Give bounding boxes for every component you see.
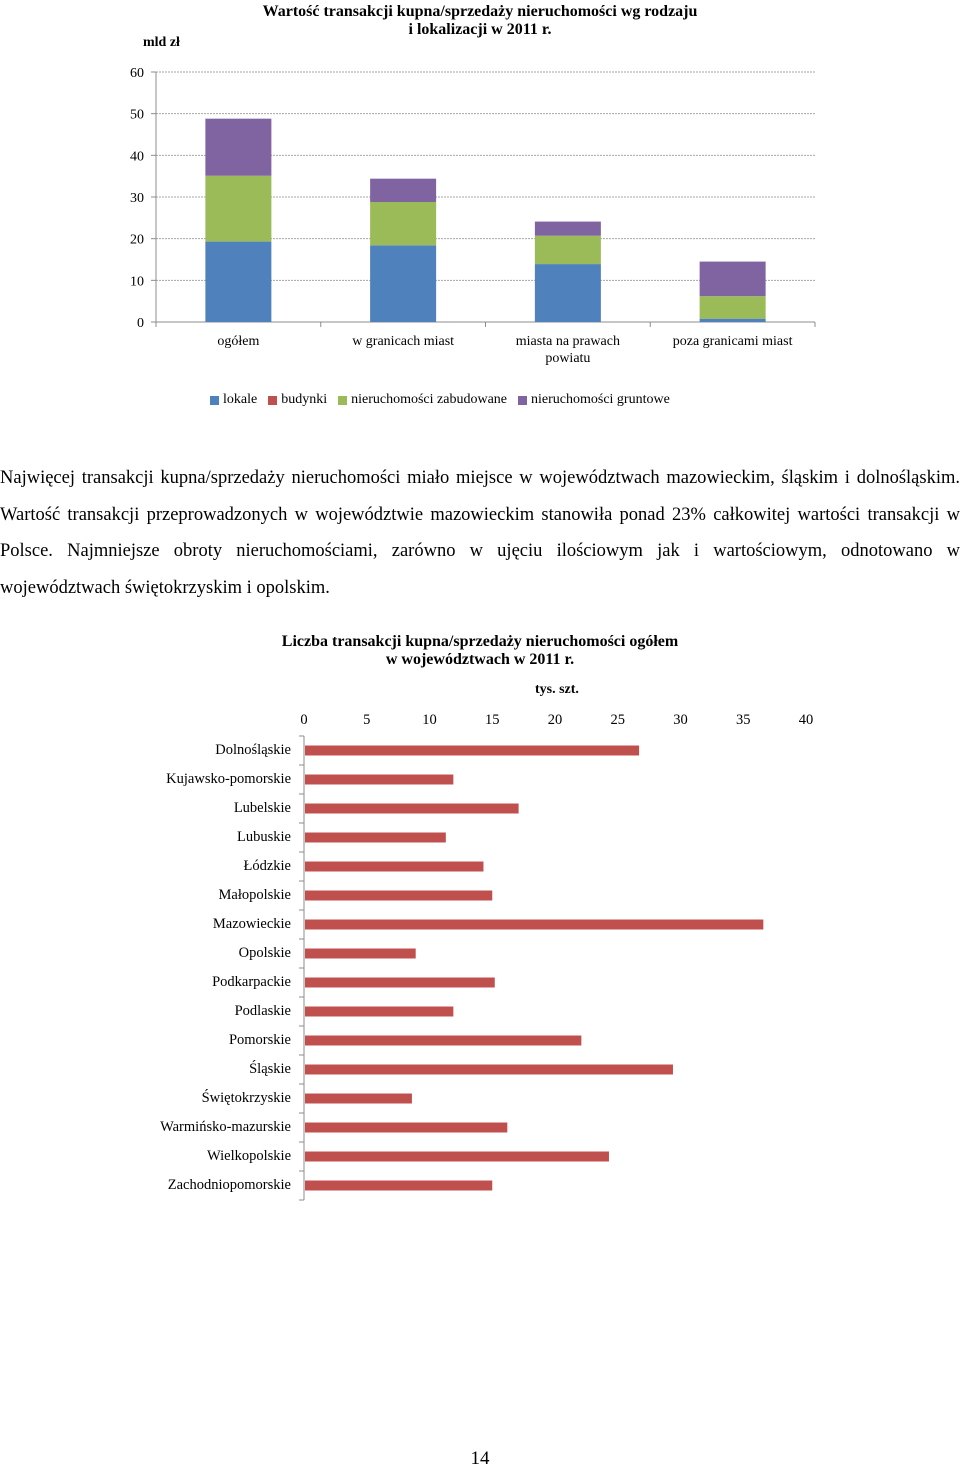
chart2-bar-0 (305, 746, 639, 756)
chart2-xtick-label: 40 (798, 712, 814, 728)
chart1-legend-label: nieruchomości gruntowe (531, 392, 670, 407)
chart1-bar-lokale-2 (535, 264, 601, 322)
chart2-xtick-label: 25 (610, 712, 625, 728)
chart1-ytick-label: 10 (130, 274, 144, 290)
chart2-category-label: Zachodniopomorskie (167, 1176, 291, 1193)
chart2-xtick-label: 15 (485, 712, 500, 728)
chart2-category-label: Mazowieckie (212, 915, 291, 932)
chart2-category-label: Lubelskie (233, 799, 291, 816)
chart2-category-label: Podkarpackie (212, 973, 291, 990)
chart2-bar-14 (305, 1152, 609, 1162)
chart2-category-label: Świętokrzyskie (201, 1089, 291, 1106)
chart2-bar-8 (305, 978, 495, 988)
chart1-bar-nieruchomości-zabudowane-0 (205, 176, 271, 242)
chart2-bar-4 (305, 862, 483, 872)
chart1-title-line-2: i lokalizacji w 2011 r. (408, 21, 552, 38)
chart1-category-label: miasta na prawach powiatu (515, 334, 620, 366)
chart1-bar-nieruchomości-gruntowe-3 (700, 262, 766, 297)
chart2-bar-11 (305, 1065, 673, 1075)
chart2-title (180, 633, 780, 669)
chart2-bar-9 (305, 1007, 453, 1017)
chart1-category-label: w granicach miast (352, 334, 455, 349)
chart1-bar-nieruchomości-gruntowe-0 (205, 119, 271, 176)
chart2-xtick-label: 30 (673, 712, 688, 728)
chart1-category-label: poza granicami miast (672, 334, 793, 349)
chart1-legend-item (210, 392, 257, 408)
chart2-category-label: Dolnośląskie (215, 741, 291, 758)
chart1-bar-nieruchomości-zabudowane-1 (370, 202, 436, 245)
chart1-legend-swatch (268, 396, 277, 405)
chart2-category-label: Wielkopolskie (207, 1147, 291, 1164)
chart2-xtick-label: 10 (422, 712, 437, 728)
chart1-ytick-label: 60 (130, 66, 144, 81)
chart1-title-line-1: Wartość transakcji kupna/sprzedaży nieruchomości wg rodzaju (262, 3, 698, 20)
chart2-xtick-label: 5 (363, 712, 371, 728)
chart1-legend-swatch (210, 396, 219, 405)
chart1-legend-item (518, 392, 670, 408)
chart1-bar-lokale-3 (700, 319, 766, 322)
chart2-category-label: Opolskie (238, 944, 291, 961)
chart2-bar-7 (305, 949, 416, 959)
chart2-bar-2 (305, 804, 519, 814)
chart1-legend-item (268, 392, 327, 408)
chart1-legend-label: budynki (281, 392, 328, 407)
chart1-legend-item (338, 392, 507, 408)
chart1-ytick-label: 0 (137, 316, 144, 331)
chart2-xtick-label: 20 (547, 712, 563, 728)
chart2-bar-6 (305, 920, 763, 930)
chart2-category-label: Lubuskie (237, 828, 291, 845)
stacked-column-chart (0, 0, 960, 380)
chart1-legend-label: lokale (223, 392, 258, 407)
chart1-legend-swatch (518, 396, 527, 405)
chart1-ytick-label: 20 (130, 232, 144, 248)
chart1-bar-nieruchomości-zabudowane-3 (700, 296, 766, 319)
chart2-xtick-label: 35 (736, 712, 751, 728)
chart2-xtick-label: 0 (300, 712, 308, 728)
chart2-bar-15 (305, 1181, 492, 1191)
chart1-legend-label: nieruchomości zabudowane (351, 392, 507, 407)
chart1-legend (210, 392, 670, 408)
chart1-ytick-label: 40 (130, 149, 144, 165)
chart2-title-line-1: Liczba transakcji kupna/sprzedaży nieruchomości ogółem (281, 633, 679, 650)
chart1-ytick-label: 50 (130, 107, 144, 123)
chart2-category-label: Podlaskie (234, 1002, 291, 1019)
chart2-bar-13 (305, 1123, 507, 1133)
page-number: 14 (470, 1448, 490, 1469)
chart2-category-label: Łódzkie (243, 857, 291, 874)
chart1-unit-label: mld zł (143, 35, 180, 50)
chart2-bar-10 (305, 1036, 581, 1046)
chart2-title-line-2: w województwach w 2011 r. (385, 651, 575, 668)
chart1-ytick-label: 30 (130, 191, 144, 206)
chart2-category-label: Warmińsko-mazurskie (160, 1118, 291, 1135)
chart1-bar-lokale-0 (205, 242, 271, 322)
chart1-bar-nieruchomości-gruntowe-2 (535, 222, 601, 236)
chart2-bar-3 (305, 833, 446, 843)
chart2-category-label: Małopolskie (218, 886, 291, 903)
chart2-bar-5 (305, 891, 492, 901)
chart2-bar-12 (305, 1094, 412, 1104)
chart2-unit-label: tys. szt. (535, 682, 579, 697)
chart2-category-label: Śląskie (249, 1060, 291, 1077)
chart2-bar-1 (305, 775, 453, 785)
chart1-category-label: ogółem (217, 334, 260, 349)
chart1-bar-lokale-1 (370, 245, 436, 322)
body-paragraph: Najwięcej transakcji kupna/sprzedaży nieruchomości miało miejsce w województwach mazowieckim, śląskim i dolnośląskim. Wartość transakcji przeprowadzonych w województwie mazowieckim stanowiła ponad 23% całkowitej wartości transakcji w Polsce. Najmniejsze obroty nieruchomościami, zarówno w ujęciu ilościowym jak i wartościowym, odnotowano w województwach świętokrzyskim i opolskim. (0, 468, 960, 598)
chart2-category-label: Pomorskie (228, 1031, 291, 1048)
chart1-bar-nieruchomości-zabudowane-2 (535, 236, 601, 264)
chart1-legend-swatch (338, 396, 347, 405)
chart2-category-label: Kujawsko-pomorskie (166, 770, 291, 787)
chart1-bar-nieruchomości-gruntowe-1 (370, 179, 436, 202)
